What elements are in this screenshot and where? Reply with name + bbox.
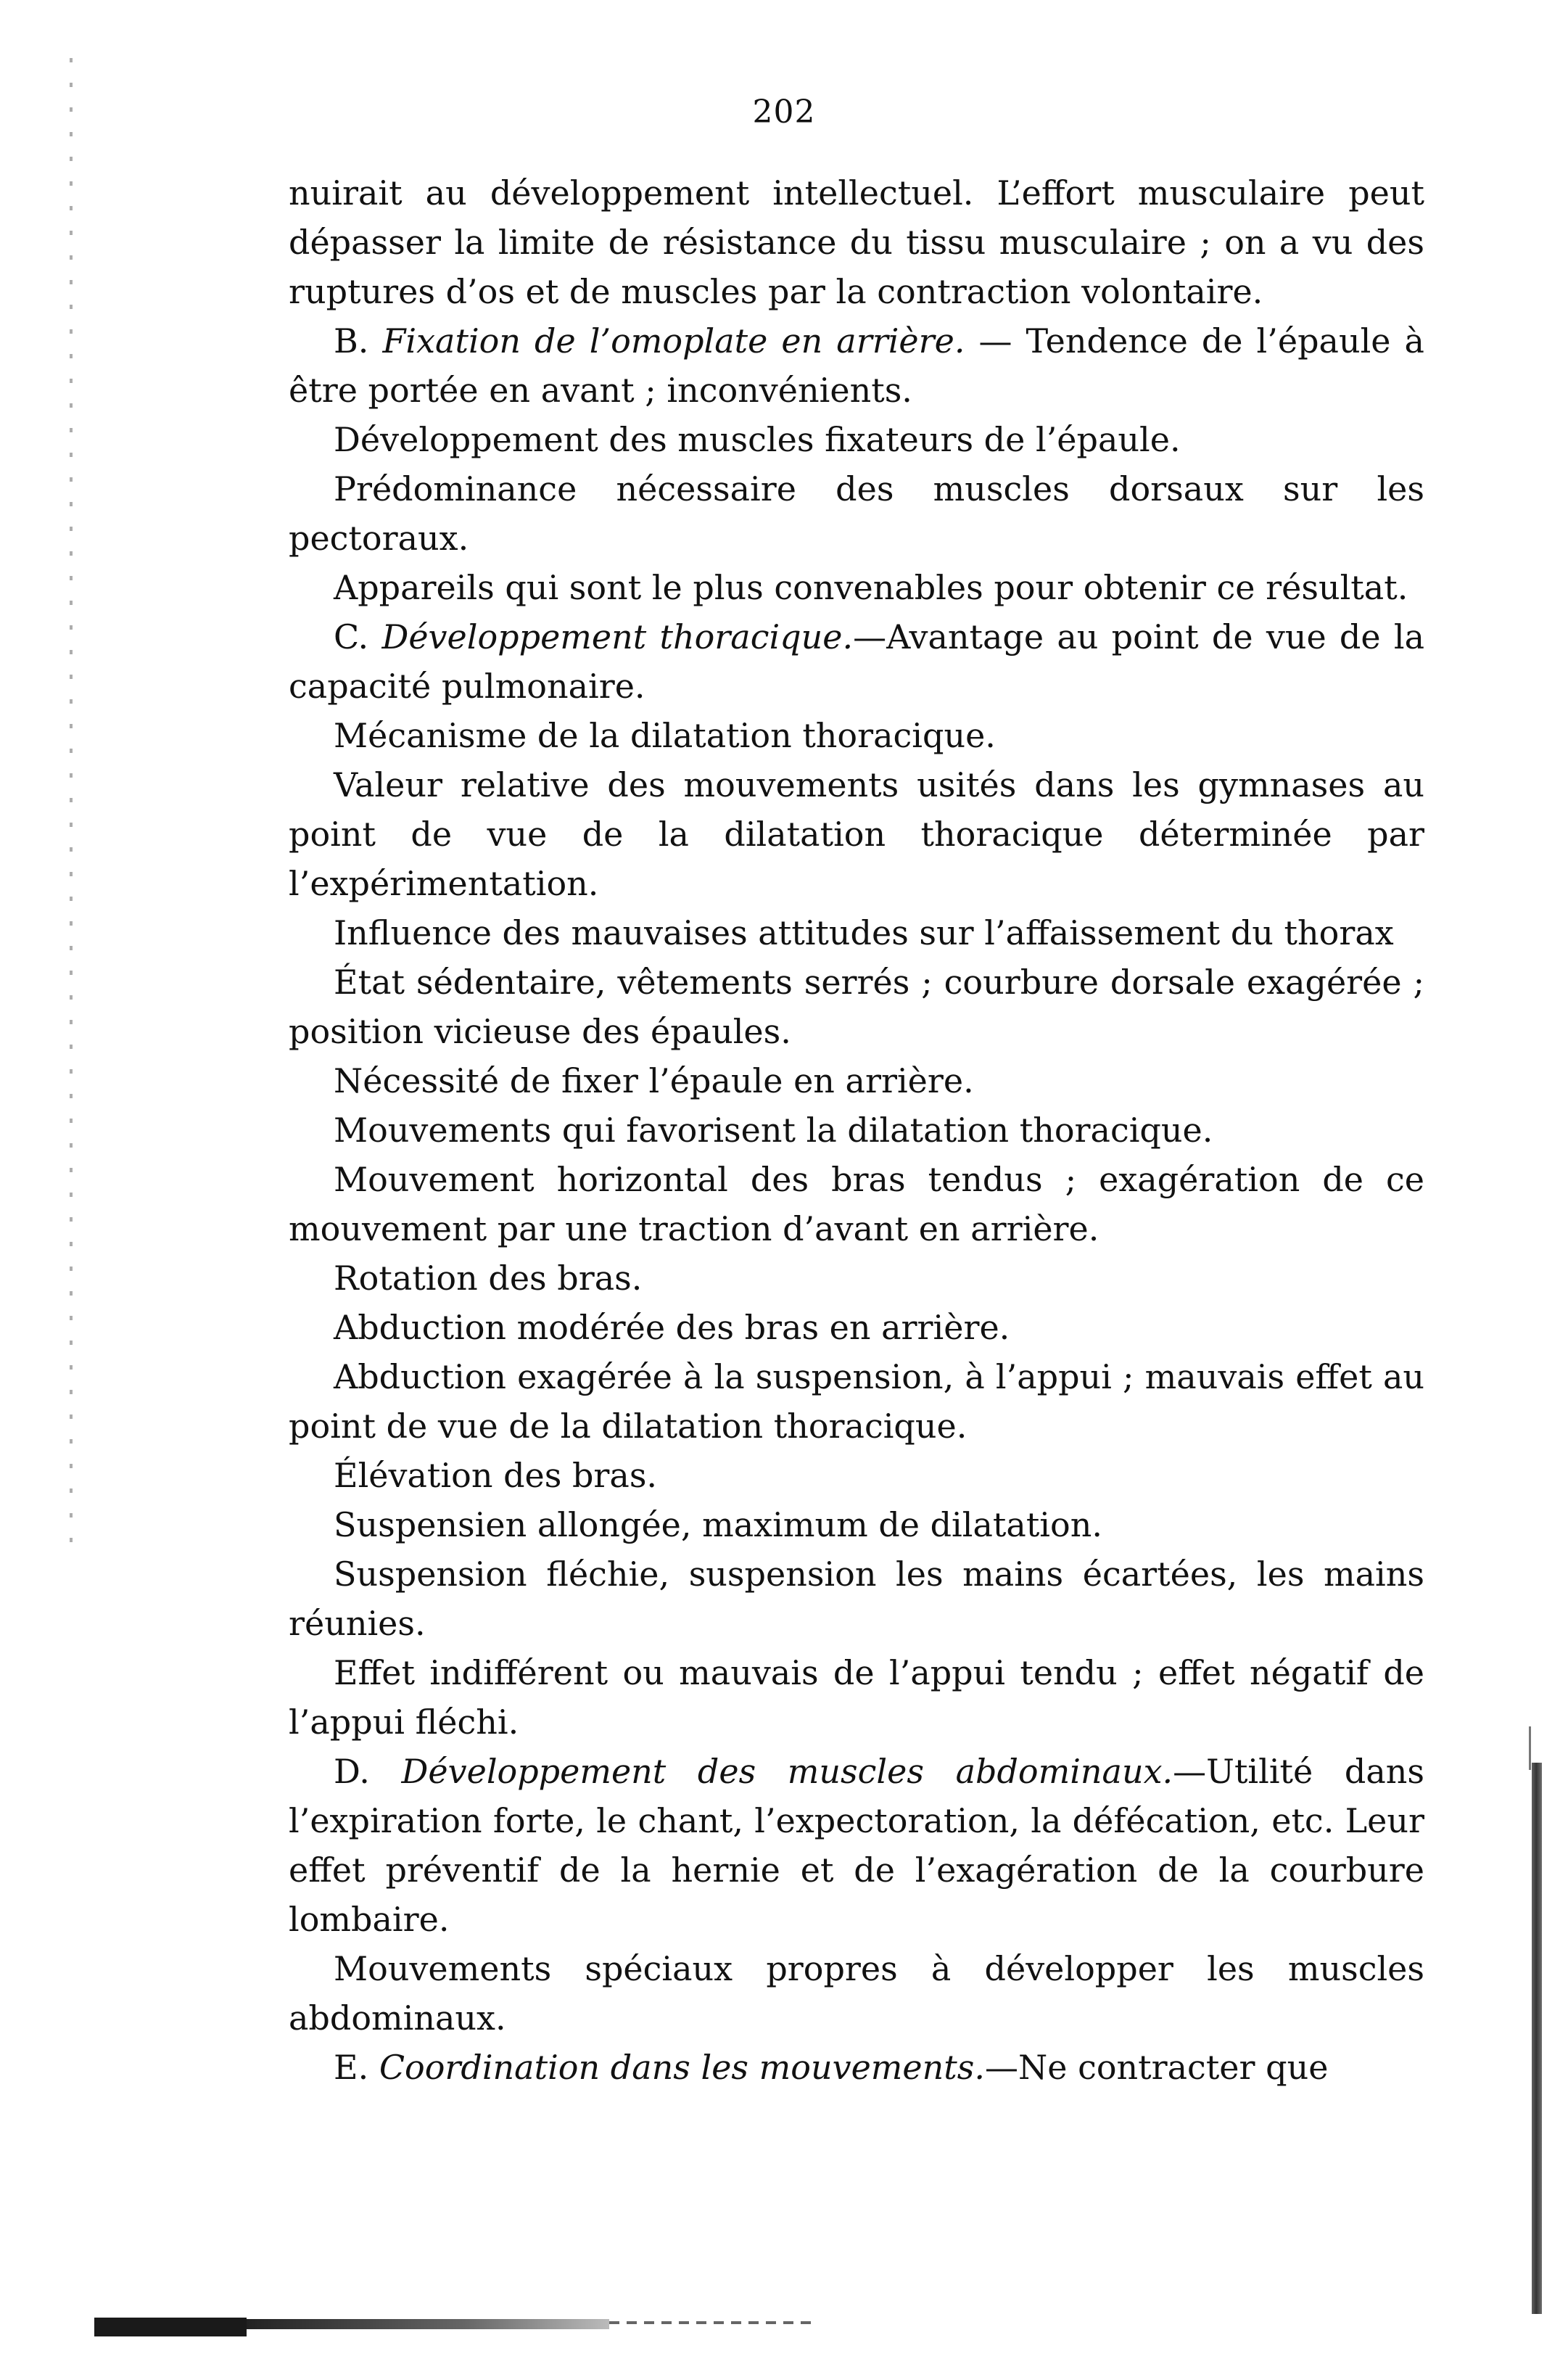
paragraph: Valeur relative des mouvements usités dans les gymnases au point de vue de la dilatation thoracique déterminée par l’expérimentation.	[289, 765, 1424, 903]
body-text	[289, 168, 1424, 2092]
paragraph: Abduction modérée des bras en arrière.	[334, 1308, 1010, 1347]
scan-margin-artifact	[70, 58, 73, 1545]
scan-edge-bar	[94, 2318, 247, 2336]
page-number: 202	[752, 94, 816, 131]
paragraph: Mouvements qui favorisent la dilatation thoracique.	[334, 1111, 1213, 1150]
paragraph: Effet indifférent ou mauvais de l’appui tendu ; effet négatif de l’appui fléchi.	[289, 1653, 1424, 1742]
section-text: —Utilité dans l’expiration forte, le chant, l’expectoration, la défécation, etc. Leur effet préventif de la hernie et de l’exagération de la courbure lombaire.	[289, 1752, 1424, 1939]
paragraph: Prédominance nécessaire des muscles dorsaux sur les pectoraux.	[289, 469, 1424, 558]
paragraph: Influence des mauvaises attitudes sur l’affaissement du thorax	[334, 913, 1394, 952]
section-letter: C.	[334, 617, 382, 656]
section-text: —Ne contracter que	[984, 2048, 1329, 2087]
section-heading: Coordination dans les mouvements.	[379, 2048, 985, 2087]
section-letter: B.	[334, 321, 383, 361]
binding-edge	[1532, 1763, 1542, 2314]
paragraph: Suspensien allongée, maximum de dilatation.	[334, 1505, 1102, 1544]
paragraph: Appareils qui sont le plus convenables pour obtenir ce résultat.	[334, 568, 1408, 607]
paragraph: Suspension fléchie, suspension les mains écartées, les mains réunies.	[289, 1554, 1424, 1643]
paragraph-section-c	[289, 612, 1424, 711]
paragraph: Mécanisme de la dilatation thoracique.	[334, 716, 996, 755]
section-text: — Tendence de l’épaule à être portée en avant ; inconvénients.	[289, 321, 1424, 410]
section-letter: E.	[334, 2048, 379, 2087]
section-heading: Fixation de l’omoplate en arrière.	[382, 321, 965, 361]
section-text: —Avantage au point de vue de la capacité pulmonaire.	[289, 617, 1424, 706]
paragraph: Mouvement horizontal des bras tendus ; exagération de ce mouvement par une traction d’avant en arrière.	[289, 1160, 1424, 1248]
paragraph: Nécessité de fixer l’épaule en arrière.	[334, 1061, 974, 1100]
paragraph: Abduction exagérée à la suspension, à l’appui ; mauvais effet au point de vue de la dilatation thoracique.	[289, 1357, 1424, 1446]
paragraph: Développement des muscles fixateurs de l’épaule.	[334, 420, 1181, 459]
paragraph-section-b	[289, 316, 1424, 415]
binding-edge-mark	[1529, 1726, 1531, 1770]
paragraph: Élévation des bras.	[334, 1456, 658, 1495]
scan-edge-bar	[247, 2319, 609, 2329]
section-heading: Développement des muscles abdominaux.	[401, 1752, 1173, 1791]
paragraph: Mouvements spéciaux propres à développer les muscles abdominaux.	[289, 1949, 1424, 2038]
paragraph: Rotation des bras.	[334, 1259, 643, 1298]
paragraph: nuirait au développement intellectuel. L’effort musculaire peut dépasser la limite de résistance du tissu musculaire ; on a vu des ruptures d’os et de muscles par la contraction volontaire.	[289, 173, 1424, 311]
section-heading: Développement thoracique.	[381, 617, 854, 656]
paragraph: État sédentaire, vêtements serrés ; courbure dorsale exagérée ; position vicieuse des épaules.	[289, 963, 1424, 1051]
scan-edge-dash	[609, 2321, 812, 2324]
paragraph-section-d	[289, 1747, 1424, 1944]
paragraph-section-e	[289, 2043, 1424, 2092]
section-letter: D.	[334, 1752, 402, 1791]
